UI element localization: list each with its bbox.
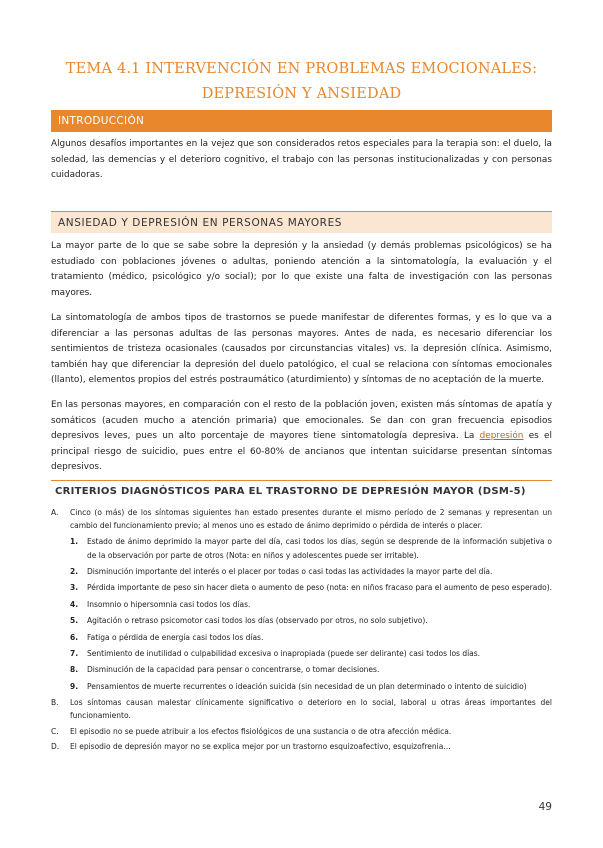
symptom-item — [70, 663, 552, 676]
symptom-text: Insomnio o hipersomnia casi todos los días. — [87, 599, 251, 609]
symptom-marker: 4. — [70, 599, 79, 609]
symptom-marker: 6. — [70, 632, 79, 642]
criterion-marker: B. — [51, 698, 59, 708]
symptom-text: Fatiga o pérdida de energía casi todos los días. — [87, 632, 264, 642]
criterion-c — [51, 725, 552, 738]
paragraph-1: La mayor parte de lo que se sabe sobre la depresión y la ansiedad (y demás problemas psicológicos) se ha estudiado con poblaciones jóvenes o adultas, poniendo atención a la sintomatología, la evaluación y el tratamiento (médico, psicológico y/o social); por lo que existe una falta de investigación con las personas mayores. — [51, 241, 552, 298]
title-line-1: TEMA 4.1 INTERVENCIÓN EN PROBLEMAS EMOCIONALES: — [65, 61, 538, 77]
title-line-2: DEPRESIÓN Y ANSIEDAD — [201, 86, 402, 102]
paragraph-3 — [51, 398, 552, 476]
criterion-text: Los síntomas causan malestar clínicamente significativo o deterioro en lo social, laboral u otras áreas importantes del funcionamiento. — [70, 698, 552, 721]
paragraph-3-text-b: es el principal riesgo de suicidio, pues entre el 60-80% de ancianos que intentan suicidarse presentan síntomas depresivos. — [51, 431, 552, 473]
symptom-text: Estado de ánimo deprimido la mayor parte del día, casi todos los días, según se desprende de la información subjetiva o de la observación por parte de otros (Nota: en niños y adolescentes puede ser irritable). — [87, 537, 552, 560]
criterion-text: Cinco (o más) de los síntomas siguientes han estado presentes durante el mismo período de 2 semanas y representan un cambio del funcionamiento previo; al menos uno es estado de ánimo deprimido o pérdida de interés o placer. — [70, 508, 552, 531]
symptom-item — [70, 565, 552, 578]
symptom-marker: 8. — [70, 665, 79, 675]
paragraph-2: La sintomatología de ambos tipos de trastornos se puede manifestar de diferentes formas, y es lo que va a diferenciar a las personas adultas de las personas mayores. Antes de nada, es necesario diferenciar los sentimientos de tristeza ocasionales (causados por circunstancias vitales) vs. la depresión clínica. Asimismo, también hay que diferenciar la depresión del duelo patológico, el cual se relaciona con síntomas emocionales (llanto), elementos propios del estrés postraumático (aturdimiento) y síntomas de no aceptación de la muerte. — [51, 313, 552, 386]
symptom-item — [70, 581, 552, 594]
symptom-marker: 2. — [70, 567, 79, 576]
symptom-list — [70, 535, 552, 693]
section-heading-introduccion: INTRODUCCIÓN — [51, 110, 552, 132]
intro-paragraph: Algunos desafíos importantes en la vejez que son considerados retos especiales para la terapia son: el duelo, la soledad, las demencias y el deterioro cognitivo, el trabajo con las personas institucionalizadas y con personas cuidadoras. — [51, 139, 552, 181]
symptom-item — [70, 614, 552, 627]
symptom-item — [70, 631, 552, 644]
symptom-item — [70, 647, 552, 660]
page-number: 49 — [538, 801, 552, 813]
criterion-marker: C. — [51, 726, 59, 736]
section-heading-criterios: CRITERIOS DIAGNÓSTICOS PARA EL TRASTORNO DE DEPRESIÓN MAYOR (DSM-5) — [51, 480, 552, 502]
symptom-item — [70, 680, 552, 693]
criterion-a — [51, 506, 552, 693]
criterion-marker: A. — [51, 508, 59, 517]
symptom-marker: 1. — [70, 537, 79, 547]
criteria-list — [51, 506, 552, 755]
section-heading-ansiedad-depresion: ANSIEDAD Y DEPRESIÓN EN PERSONAS MAYORES — [51, 211, 552, 233]
depresion-link[interactable]: depresión — [479, 431, 524, 442]
criterion-d — [51, 740, 552, 753]
symptom-text: Agitación o retraso psicomotor casi todos los días (observado por otros, no solo subjetivo). — [87, 616, 428, 626]
symptom-marker: 7. — [70, 648, 79, 658]
symptom-item — [70, 535, 552, 561]
symptom-item — [70, 598, 552, 611]
paragraph-3-text-a: En las personas mayores, en comparación con el resto de la población joven, existen más síntomas de apatía y somáticos (acuden mucho a atención primaria) que emocionales. Se dan con gran frecuencia episodios depresivos leves, pues un alto porcentaje de mayores tiene sintomatología depresiva. La — [51, 400, 552, 442]
symptom-text: Disminución importante del interés o el placer por todas o casi todas las actividades la mayor parte del día. — [87, 567, 493, 576]
symptom-text: Pérdida importante de peso sin hacer dieta o aumento de peso (nota: en niños fracaso para el aumento de peso esperado). — [87, 583, 553, 593]
page-title — [40, 57, 563, 107]
criterion-text: El episodio no se puede atribuir a los efectos fisiológicos de una sustancia o de otra afección médica. — [70, 726, 452, 736]
symptom-marker: 3. — [70, 583, 79, 593]
criterion-b — [51, 696, 552, 722]
symptom-marker: 5. — [70, 616, 79, 626]
symptom-text: Pensamientos de muerte recurrentes o ideación suicida (sin necesidad de un plan determinado o intento de suicidio) — [87, 681, 527, 691]
symptom-marker: 9. — [70, 681, 79, 691]
symptom-text: Sentimiento de inutilidad o culpabilidad excesiva o inapropiada (puede ser delirante) casi todos los días. — [87, 648, 481, 658]
criterion-marker: D. — [51, 741, 60, 751]
symptom-text: Disminución de la capacidad para pensar o concentrarse, o tomar decisiones. — [87, 665, 380, 675]
criterion-text: El episodio de depresión mayor no se explica mejor por un trastorno esquizoafectivo, esquizofrenia… — [70, 741, 451, 751]
